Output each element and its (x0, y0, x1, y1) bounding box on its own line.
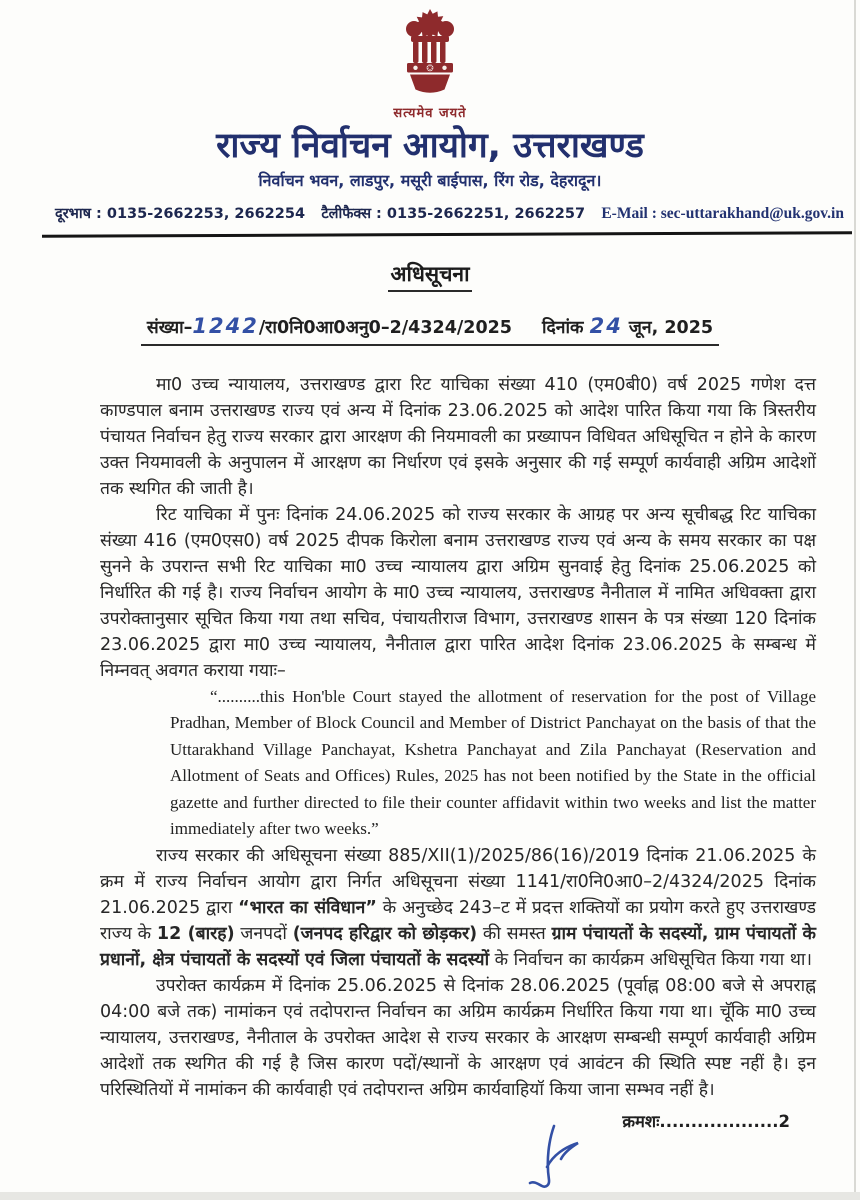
document-body (0, 372, 860, 1103)
paragraph-segment-bold: ग्राम पंचायतों के सदस्यों, ग्राम पंचायतों के प्रधानों, क्षेत्र पंचायतों के सदस्यों एवं जिला पंचायतों के सदस्यों (100, 923, 816, 970)
header-divider (42, 231, 852, 238)
contact-row (0, 191, 860, 223)
body-paragraph (100, 502, 816, 684)
paragraph-segment-bold: (जनपद हरिद्वार को छोड़कर) (292, 923, 478, 944)
ref-number-handwritten: 1242 (192, 313, 259, 338)
paragraph-segment: की समस्त (477, 923, 552, 944)
org-address: निर्वाचन भवन, लाडपुर, मसूरी बाईपास, रिंग रोड, देहरादून। (258, 170, 602, 190)
paragraph-segment: मा0 उच्च न्यायालय, उत्तराखण्ड द्वारा रिट याचिका संख्या 410 (एम0बी0) वर्ष 2025 गणेश दत्त काण्डपाल बनाम उत्तराखण्ड राज्य एवं अन्य में दिनांक 23.06.2025 को आदेश पारित किया गया कि त्रिस्तरीय पंचायत निर्वाचन हेतु राज्य सरकार द्वारा आरक्षण की नियमावली का प्रख्यापन विधिवत अधिसूचित न होने के कारण उक्त नियमावली के अनुपालन में आरक्षण का निर्धारण एवं इसके अनुसार की गई सम्पूर्ण कार्यवाही अग्रिम आदेशों तक स्थगित की जाती है। (100, 374, 816, 499)
body-paragraph (170, 684, 816, 843)
reference-underline (141, 314, 719, 346)
emblem-motto: सत्यमेव जयते (393, 106, 467, 121)
document-title-text: अधिसूचना (388, 262, 471, 292)
document-title (0, 260, 860, 288)
ref-suffix: /रा0नि0आ0अनु0–2/4324/2025 (258, 317, 512, 338)
paragraph-segment: राज्य सरकार की अधिसूचना संख्या 885/XII(1)/2025/86(16)/2019 दिनांक 21.06.2025 के क्रम में राज्य निर्वाचन आयोग द्वारा निर्गत अधिसूचना संख्या 1141/रा0नि0आ0–2/4324/2025 दिनांक 21.06.2025 द्वारा (100, 845, 816, 918)
footer-row (0, 1109, 860, 1132)
date-suffix: जून, 2025 (628, 317, 714, 338)
ref-prefix: संख्या– (146, 317, 193, 338)
paragraph-segment: उपरोक्त कार्यक्रम में दिनांक 25.06.2025 से दिनांक 28.06.2025 (पूर्वाह्न 08:00 बजे से अपराह्न 04:00 बजे तक) नामांकन एवं तदोपरान्त निर्वाचन का अग्रिम कार्यक्रम निर्धारित किया गया था। चूॅकि मा0 उच्च न्यायालय, उत्तराखण्ड, नैनीताल के उपरोक्त आदेश से राज्य सरकार के आरक्षण सम्बन्धी सम्पूर्ण कार्यवाही अग्रिम आदेशों तक स्थगित की गई है जिस कारण पदों/स्थानों के आरक्षण एवं आवंटन की स्थिति स्पष्ट नहीं है। इन परिस्थितियों में नामांकन की कार्यवाही एवं तदोपरान्त अग्रिम कार्यवाहियॉ किया जाना सम्भव नहीं है। (100, 975, 816, 1100)
paragraph-segment-bold: “भारत का संविधान” (238, 897, 377, 918)
body-paragraph (100, 973, 816, 1103)
body-paragraph (100, 843, 816, 973)
national-emblem-icon (0, 8, 860, 100)
reference-line (0, 314, 860, 346)
date-label: दिनांक (541, 317, 584, 338)
body-paragraph (100, 372, 816, 502)
date-day-handwritten: 24 (589, 313, 623, 338)
paragraph-segment: “..........this Hon'ble Court stayed the allotment of reservation for the post of Village Pradhan, Member of Block Council and Member of District Panchayat on the basis of that the Uttarakhand Village Panchayat, Kshetra Panchayat and Zila Panchayat (Reservation and Allotment of Seats and Offices) Rules, 2025 has not been notified by the State in the official gazette and further directed to file their counter affidavit within two weeks and list the matter immediately after two weeks.” (170, 686, 816, 838)
signature-mark (520, 1122, 584, 1198)
paragraph-segment-bold: 12 (बारह) (156, 923, 235, 944)
email-address: E-Mail : sec-uttarakhand@uk.gov.in (601, 204, 844, 222)
phone-number: दूरभाष : 0135-2662253, 2662254 (55, 205, 306, 222)
continuation-marker: क्रमशः...................2 (622, 1111, 790, 1131)
scan-edge-strip (0, 1192, 860, 1200)
paragraph-segment: जनपदों (234, 923, 293, 944)
paragraph-segment: रिट याचिका में पुनः दिनांक 24.06.2025 को राज्य सरकार के आग्रह पर अन्य सूचीबद्ध रिट याचिका संख्या 416 (एम0एस0) वर्ष 2025 दीपक किरोला बनाम उत्तराखण्ड राज्य एवं अन्य के समय सरकार का पक्ष सुनने के उपरान्त सभी रिट याचिका मा0 उच्च न्यायालय द्वारा अग्रिम सुनवाई हेतु दिनांक 25.06.2025 को निर्धारित की गई है। राज्य निर्वाचन आयोग के मा0 उच्च न्यायालय, उत्तराखण्ड नैनीताल में नामित अधिवक्ता द्वारा उपरोक्तानुसार सूचित किया गया तथा सचिव, पंचायतीराज विभाग, उत्तराखण्ड शासन के पत्र संख्या 120 दिनांक 23.06.2025 द्वारा मा0 उच्च न्यायालय, नैनीताल द्वारा पारित आदेश दिनांक 23.06.2025 के सम्बन्ध में निम्नवत् अवगत कराया गयाः– (100, 504, 816, 681)
org-title: राज्य निर्वाचन आयोग, उत्तराखण्ड (216, 126, 644, 166)
letterhead (0, 0, 860, 191)
scan-edge-line (854, 0, 856, 1200)
paragraph-segment: के निर्वाचन का कार्यक्रम अधिसूचित किया गया था। (489, 949, 813, 970)
paragraph-segment: के अनुच्छेद 243–ट में प्रदत्त शक्तियों का प्रयोग करते हुए उत्तराखण्ड राज्य के (100, 897, 817, 944)
telefax-number: टैलीफैक्स : 0135-2662251, 2662257 (321, 205, 586, 222)
